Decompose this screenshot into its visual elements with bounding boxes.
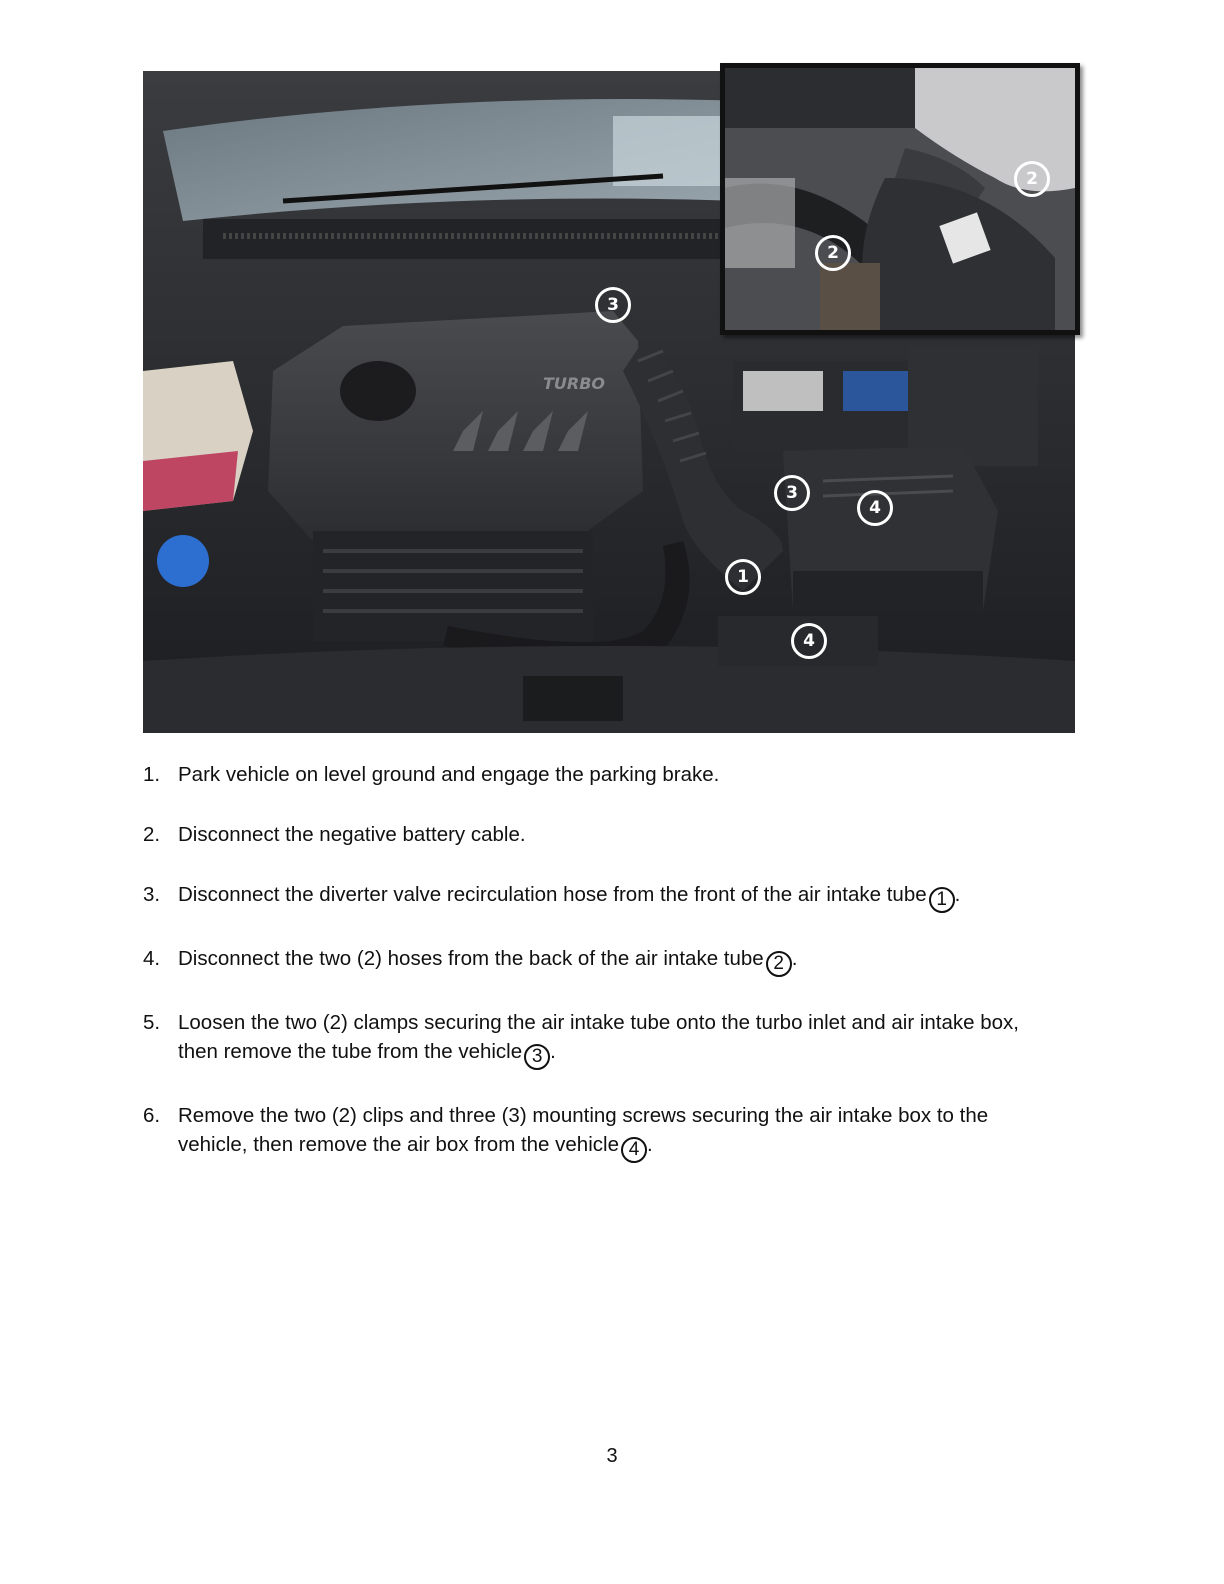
photo-callout-3-mid: 3 <box>774 475 810 511</box>
step-suffix: . <box>646 1133 653 1156</box>
turbo-badge: TURBO <box>543 374 606 393</box>
photo-callout-2-inset-top: 2 <box>1014 161 1050 197</box>
callout-ref-1: 1 <box>929 887 955 913</box>
step-suffix: . <box>791 947 798 970</box>
step-text: Park vehicle on level ground and engage the parking brake. <box>178 763 720 786</box>
step-text: Remove the two (2) clips and three (3) mounting screws securing the air intake box to the vehicle, then remove the air box from the vehicle <box>178 1104 989 1156</box>
photo-callout-3-top: 3 <box>595 287 631 323</box>
detail-inset-photo <box>720 63 1080 335</box>
detail-inset-illustration <box>725 68 1075 330</box>
engine-bay-photo <box>143 71 1075 733</box>
step-text: Disconnect the diverter valve recirculation hose from the front of the air intake tube <box>178 883 927 906</box>
step-5 <box>143 1008 1063 1070</box>
photo-callout-1: 1 <box>725 559 761 595</box>
callout-ref-4: 4 <box>621 1137 647 1163</box>
step-text: Disconnect the two (2) hoses from the back of the air intake tube <box>178 947 764 970</box>
step-4 <box>143 944 1063 977</box>
step-suffix: . <box>954 883 961 906</box>
step-number: 5. <box>143 1011 161 1034</box>
step-number: 6. <box>143 1104 161 1127</box>
step-text: Disconnect the negative battery cable. <box>178 823 526 846</box>
photo-callout-4-lower: 4 <box>791 623 827 659</box>
photo-callout-4-airbox: 4 <box>857 490 893 526</box>
step-1 <box>143 760 1063 789</box>
callout-ref-3: 3 <box>524 1044 550 1070</box>
photo-callout-2-inset-left: 2 <box>815 235 851 271</box>
step-number: 3. <box>143 883 161 906</box>
step-number: 2. <box>143 823 161 846</box>
step-number: 1. <box>143 763 161 786</box>
step-3 <box>143 880 1063 913</box>
step-suffix: . <box>550 1040 556 1063</box>
step-2 <box>143 820 1063 849</box>
instruction-steps <box>143 760 1063 1194</box>
callout-ref-2: 2 <box>766 951 792 977</box>
step-text: Loosen the two (2) clamps securing the air intake tube onto the turbo inlet and air intake box, then remove the tube from the vehicle <box>178 1011 1020 1063</box>
page-number: 3 <box>606 1445 618 1467</box>
step-6 <box>143 1101 1063 1163</box>
step-number: 4. <box>143 947 161 970</box>
